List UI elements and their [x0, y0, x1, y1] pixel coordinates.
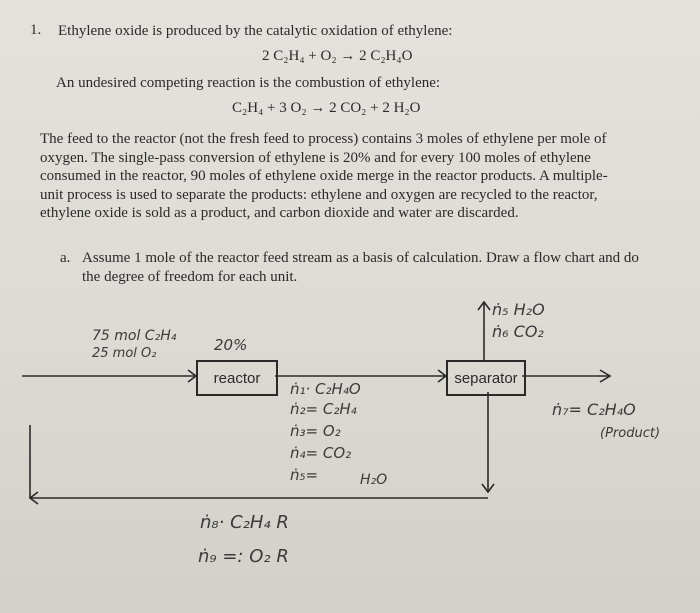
- separator-label: separator: [454, 369, 518, 387]
- intro-text: Ethylene oxide is produced by the catalytic oxidation of ethylene:: [58, 23, 453, 39]
- product-label: (Product): [600, 426, 661, 441]
- stream-n3: ṅ₃= O₂: [290, 422, 341, 440]
- recycle-oxygen: ṅ₉ =: O₂ R: [198, 546, 289, 567]
- reactor-box: [196, 360, 278, 396]
- feed-ethylene: 75 mol C₂H₄: [92, 328, 177, 344]
- separator-box: [446, 360, 526, 396]
- recycle-ethylene: ṅ₈· C₂H₄ R: [200, 512, 289, 533]
- reaction-1: 2 C₂H₄ + O₂ → 2 C₂H₄O: [262, 48, 413, 64]
- part-a-text: Assume 1 mole of the reactor feed stream as a basis of calculation. Draw a flow chart and do the degree of freedom for each unit.: [82, 250, 639, 285]
- stream-n2: ṅ₂= C₂H₄: [290, 400, 357, 418]
- competing-text: An undesired competing reaction is the combustion of ethylene:: [56, 75, 441, 91]
- problem-paragraph: The feed to the reactor (not the fresh feed to process) contains 3 moles of ethylene per mole of oxygen. The single-pass conversion of ethylene is 20% and for every 100 moles of ethylene consumed in the reactor, 90 moles of ethylene oxide merge in the reactor products. A multiple-unit process is used to separate the products: ethylene and oxygen are recycled to the reactor, ethylene oxide is sold as a product, and carbon dioxide and water are discarded.: [40, 131, 608, 221]
- stream-n4: ṅ₄= CO₂: [290, 444, 352, 462]
- question-number: 1.: [30, 22, 42, 38]
- feed-oxygen: 25 mol O₂: [92, 346, 157, 361]
- separator-co2-stream: ṅ₆ CO₂: [492, 322, 544, 341]
- stream-n5-species: H₂O: [360, 472, 388, 488]
- conversion-note: 20%: [214, 336, 248, 354]
- separator-water-stream: ṅ₅ H₂O: [492, 300, 545, 319]
- part-a-label: a.: [60, 250, 71, 266]
- stream-n5: ṅ₅=: [290, 466, 319, 484]
- stream-n7: ṅ₇= C₂H₄O: [552, 400, 636, 419]
- stream-n1: ṅ₁· C₂H₄O: [290, 380, 361, 398]
- reactor-label: reactor: [213, 369, 261, 387]
- reaction-2: C₂H₄ + 3 O₂ → 2 CO₂ + 2 H₂O: [232, 100, 421, 116]
